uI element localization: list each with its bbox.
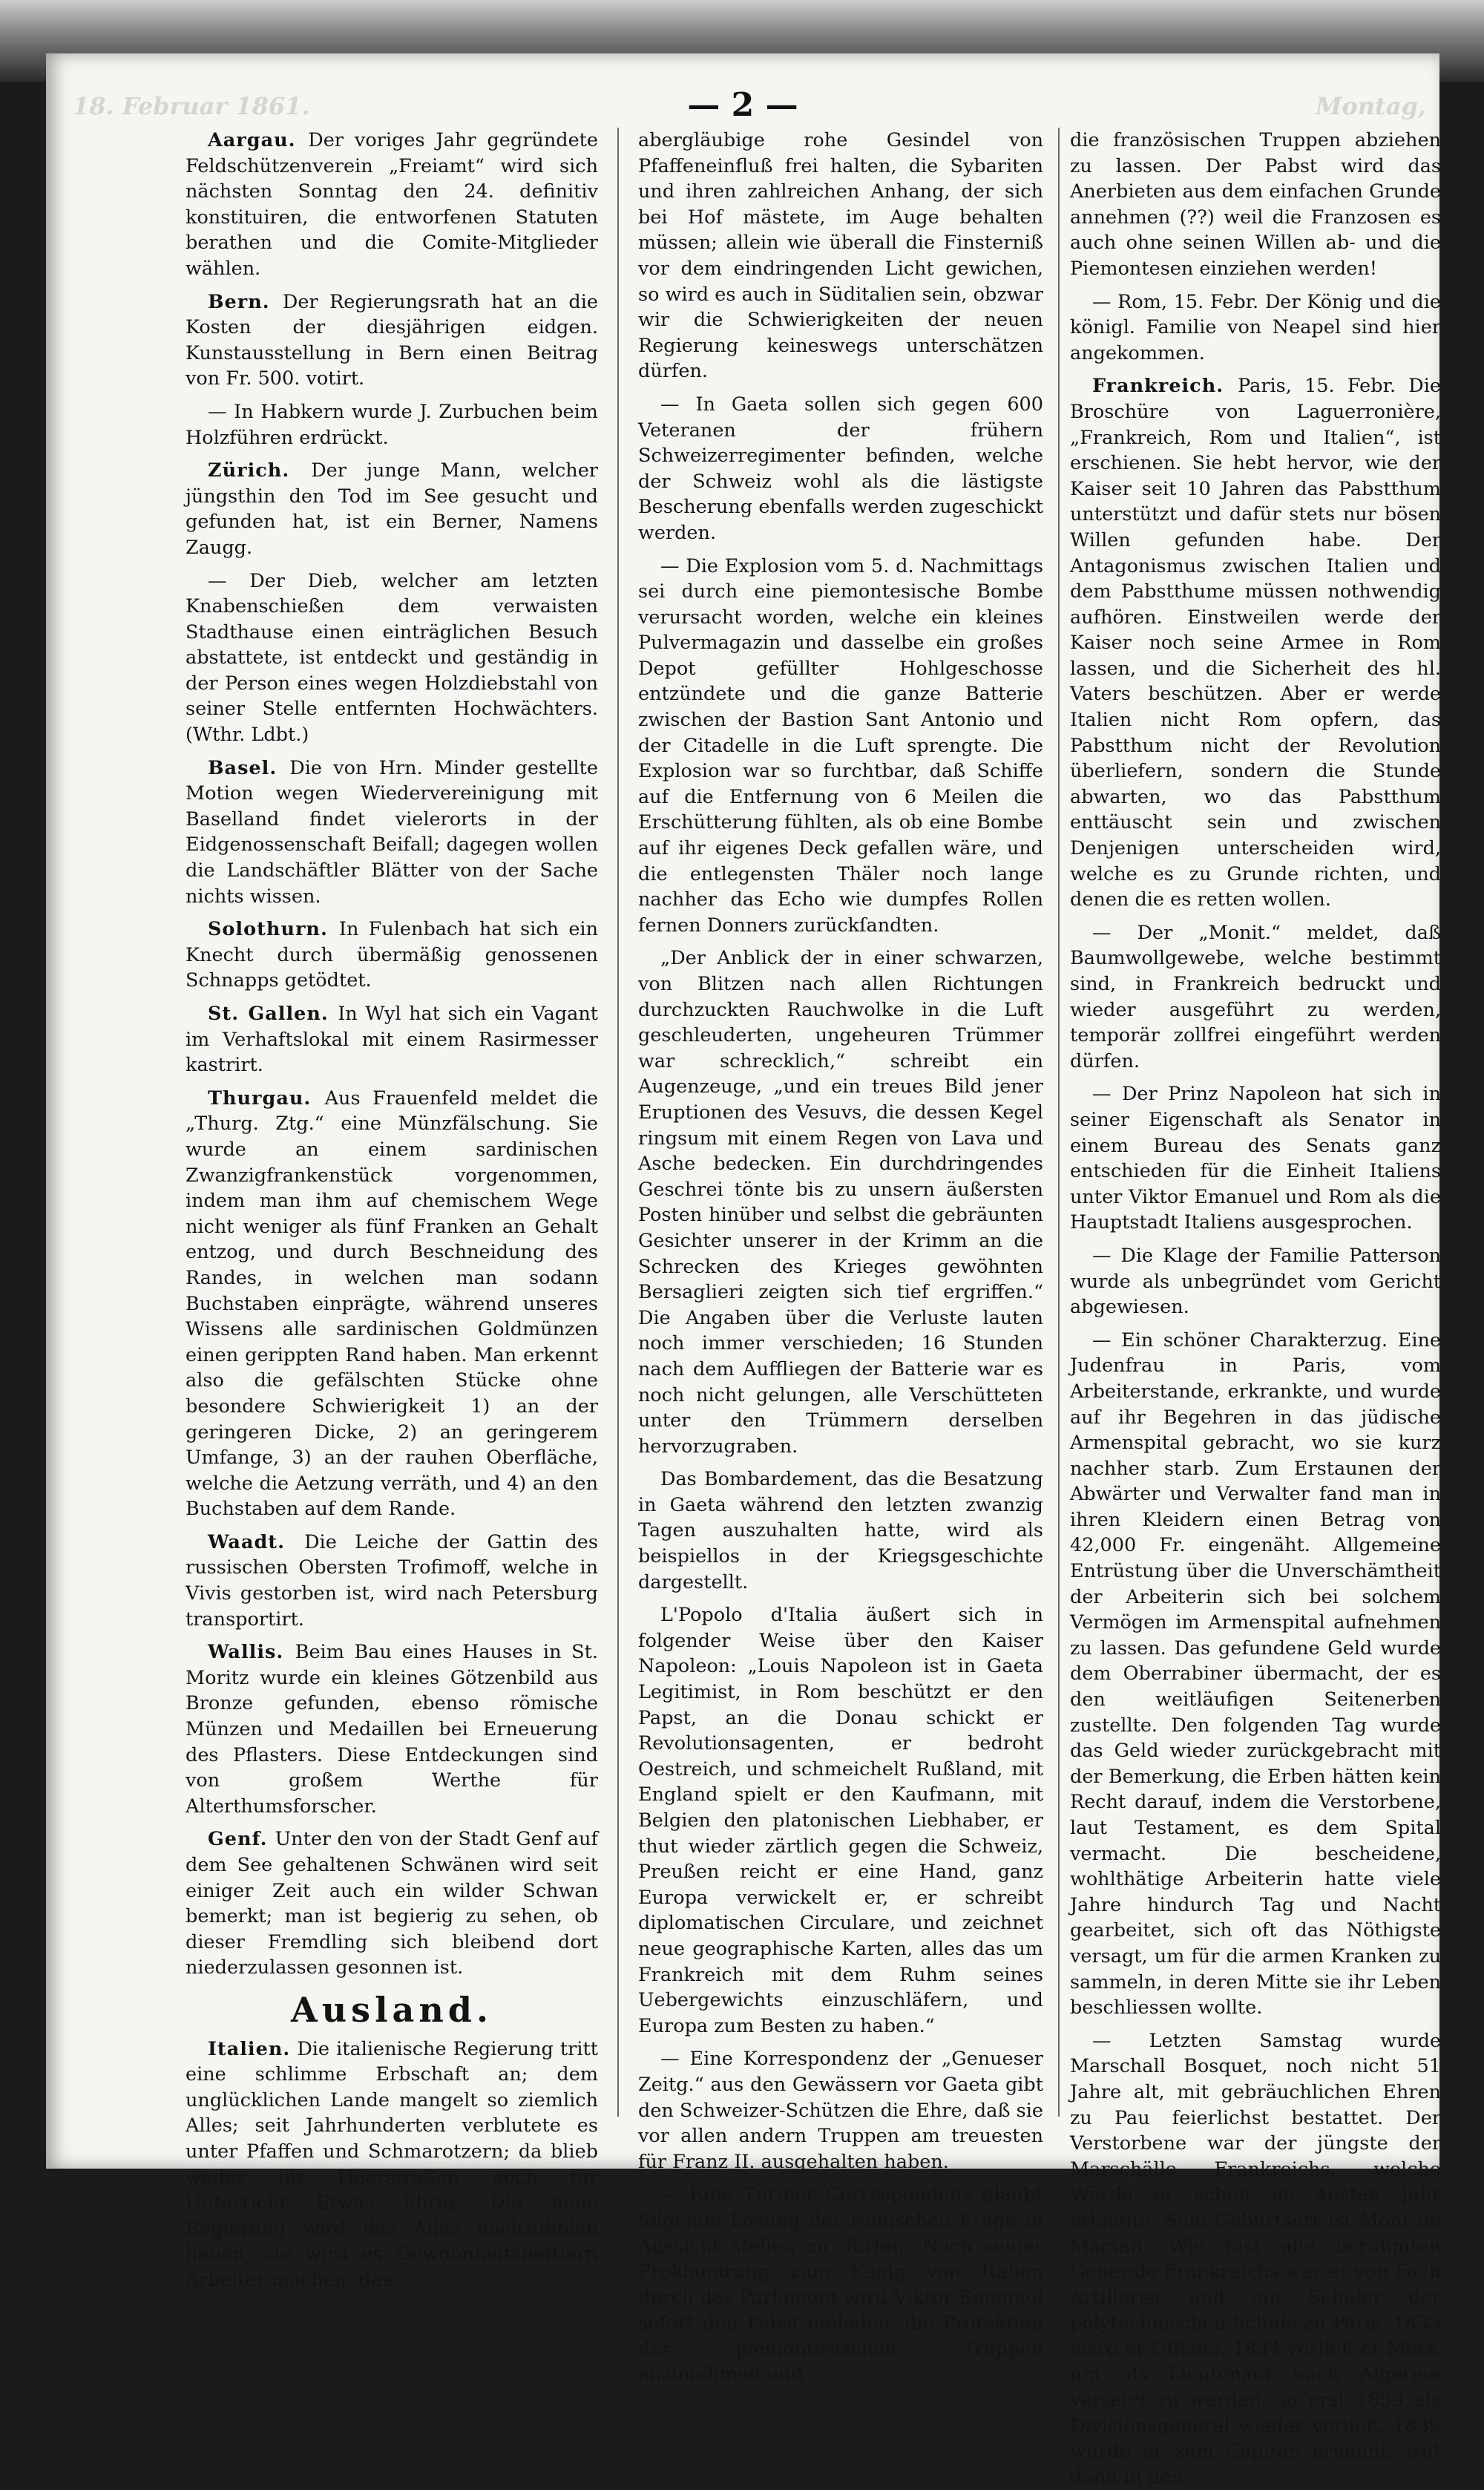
article (1070, 920, 1441, 1075)
article (186, 1086, 598, 1522)
article-text: — Letzten Samstag wurde Marschall Bosquet, noch nicht 51 Jahre alt, mit gebräuchlichen Ehren zu Pau feierlichst bestattet. Der Verstorbene war der jüngste der Marschälle Frankreichs, welche Würde er schon im 46sten Jahr erlangte. Sein Geburtsort ist Mont de Marsan. Wie fast alle berühmten Generale Frankreichs war er von Fach Artillerist und ein Schüler der polytechnischen Schule zu Paris. 1833 ward er Offizier, 1834 verließ er Metz, um als Lieutenant nach Algerien versetzt zu werden, so erst 1853 als Divisionsgeneral wieder verließ. 1839 wurde er zum Capitän ernannt, trat dann in den (1070, 2029, 1441, 2489)
article-keyword: Solothurn. (208, 918, 339, 941)
article (638, 554, 1043, 939)
article (638, 128, 1043, 384)
column-2 (638, 128, 1043, 2386)
article-text: Das Bombardement, das die Besatzung in Gaeta während den letzten zwanzig Tagen auszuhalten hatte, wird als beispiellos in der Kriegsgeschichte dargestellt. (638, 1468, 1043, 1593)
article (1070, 289, 1441, 367)
bleed-through-date: 18. Februar 1861. (73, 92, 310, 120)
article (186, 289, 598, 392)
newspaper-page (46, 53, 1441, 2489)
article (186, 1001, 598, 1078)
article (186, 756, 598, 910)
article-text: abergläubige rohe Gesindel von Pfaffeneinfluß frei halten, die Sybariten und ihren zahlreichen Anhang, der sich bei Hof mästete, im Auge behalten müssen; allein wie überall die Finsterniß vor dem eindringenden Licht gewichen, so wird es auch in Süditalien sein, obzwar wir die Schwierigkeiten der neuen Regierung keineswegs unterschätzen dürfen. (638, 129, 1043, 383)
column-3 (1070, 128, 1441, 2489)
article-text: Aus Frauenfeld meldet die „Thurg. Ztg.“ eine Münzfälschung. Sie wurde an einem sardinischen Zwanzigfrankenstück vorgenommen, indem man ihm auf chemischem Wege nicht weniger als fünf Franken an Gehalt entzog, und durch Beschneidung des Randes, in welchen man sodann Buchstaben einprägte, während unseres Wissens alle sardinischen Goldmünzen einen gerippten Rand haben. Man erkennt also die gefälschten Stücke ohne besondere Schwierigkeit 1) an der geringeren Dicke, 2) an geringerem Umfange, 3) an der rauhen Oberfläche, welche die Aetzung verräth, und 4) an den Buchstaben auf dem Rande. (186, 1087, 598, 1521)
article-text: — Eine Turiner Correspondenz glaubt folgende Lösung der römischen Frage in Aussicht stellen zu dürfen: Nach seiner Proklamirung zum König von Italien durch das Parlament wird Viktor Emanuel sofort den Pabst einladen, die Protektion der piemontesischen Truppen anzunehmen und (638, 2183, 1043, 2386)
article-text: — Ein schöner Charakterzug. Eine Judenfrau in Paris, vom Arbeiterstande, erkrankte, und wurde auf ihr Begehren in das jüdische Armenspital gebracht, wo sie kurz nachher starb. Zum Erstaunen der Abwärter und Verwalter fand man in ihren Kleidern einen Betrag von 42,000 Fr. eingenäht. Allgemeine Entrüstung über die Unverschämtheit der Arbeiterin sich bei solchem Vermögen im Armenspital aufnehmen zu lassen. Das gefundene Geld wurde dem Oberrabiner übermacht, der es den weitläufigen Seitenerben zustellte. Den folgenden Tag wurde das Geld wieder zurückgebracht mit der Bemerkung, die Erben hätten kein Recht darauf, indem die Verstorbene, laut Testament, es dem Spital vermacht. Die bescheidene, wohlthätige Arbeiterin hatte viele Jahre hindurch Tag und Nacht gearbeitet, sich oft das Nöthigste versagt, um für die armen Kranken zu sammeln, in deren Mitte sie ihr Leben beschliessen wollte. (1070, 1328, 1441, 2019)
article (638, 946, 1043, 1459)
article-text: Die Leiche der Gattin des russischen Obersten Trofimoff, welche in Vivis gestorben ist, wird nach Petersburg transportirt. (186, 1530, 598, 1631)
ausland-heading: Ausland. (291, 1989, 493, 2030)
column-rule-2 (1058, 128, 1060, 2117)
article-text: — Rom, 15. Febr. Der König und die königl. Familie von Neapel sind hier angekommen. (1070, 290, 1441, 364)
article-text: — In Gaeta sollen sich gegen 600 Veteranen der frühern Schweizerregimenter befinden, welche der Schweiz wohl als die lästigste Bescherung ebenfalls werden zugeschickt werden. (638, 393, 1043, 544)
column-1 (186, 128, 599, 2291)
article (638, 392, 1043, 546)
article-text: In Fulenbach hat sich ein Knecht durch übermäßig genossenen Schnapps getödtet. (186, 918, 598, 992)
article-keyword: Genf. (208, 1828, 275, 1851)
article-text: Unter den von der Stadt Genf auf dem See gehaltenen Schwänen wird seit einiger Zeit auch ein wilder Schwan bemerkt; man ist begierig zu sehen, ob dieser Fremdling sich bleibend dort niederzulassen gesonnen ist. (186, 1828, 598, 1979)
article-text: Der junge Mann, welcher jüngsthin den Tod im See gesucht und gefunden hat, ist ein Berner, Namens Zaugg. (186, 459, 598, 559)
article-text: „Der Anblick der in einer schwarzen, von Blitzen nach allen Richtungen durchzuckten Rauchwolke in die Luft geschleuderten, ungeheuren Trümmer war schrecklich,“ schreibt ein Augenzeuge, „und ein treues Bild jener Eruptionen des Vesuvs, die dessen Kegel ringsum mit einem Regen von Lava und Asche bedecken. Ein durchdringendes Geschrei tönte bis zu unsern äußersten Posten hinüber und selbst die gebräunten Gesichter unserer in der Krimm an die Schrecken des Krieges gewöhnten Bersaglieri zeigten sich tief ergriffen.“ Die Angaben über die Verluste lauten noch immer verschieden; 16 Stunden nach dem Auffliegen der Batterie war es noch nicht gelungen, alle Verschütteten unter den Trümmern derselben hervorzugraben. (638, 947, 1043, 1458)
article-text: Die von Hrn. Minder gestellte Motion wegen Wiedervereinigung mit Baselland findet vielerorts in der Eidgenossenschaft Beifall; dagegen wollen die Landschäftler Blätter von der Sache nichts wissen. (186, 756, 598, 908)
article-keyword: Wallis. (208, 1641, 295, 1664)
article-keyword: Waadt. (208, 1530, 305, 1553)
article (186, 1639, 598, 1819)
article-keyword: Zürich. (208, 459, 312, 482)
article (186, 399, 598, 451)
article (1070, 128, 1441, 282)
article-keyword: Aargau. (208, 129, 309, 151)
article (186, 917, 598, 994)
article-italien (186, 2037, 598, 2293)
article-keyword: St. Gallen. (208, 1003, 338, 1025)
article-keyword: Thurgau. (208, 1087, 325, 1110)
article (1070, 1081, 1441, 1236)
article-text: Die italienische Regierung tritt eine schlimme Erbschaft an; dem unglücklichen Lande mangelt so ziemlich Alles; seit Jahrhunderten verblutete es unter Pfaffen und Schmarotzern; da blieb weder für Heerstraßen noch für Unterricht Etwas übrig. Die neue Regierung wird das Alles nachzuholen haben; sie wird es Gewohnheitsbettlern Arbeiter machen, das (186, 2037, 598, 2291)
article (638, 1602, 1043, 2039)
article-text: In Wyl hat sich ein Vagant im Verhaftslokal mit einem Rasirmesser kastrirt. (186, 1003, 598, 1077)
article-text: Der voriges Jahr gegründete Feldschützenverein „Freiamt“ wird sich nächsten Sonntag den 24. definitiv konstituiren, die entworfenen Statuten berathen und die Comite-Mitglieder wählen. (186, 129, 599, 280)
article-text: — In Habkern wurde J. Zurbuchen beim Holzführen erdrückt. (186, 400, 598, 449)
article (186, 128, 598, 282)
article-text: die französischen Truppen abziehen zu lassen. Der Pabst wird das Anerbieten aus dem einfachen Grunde annehmen (??) weil die Franzosen es auch ohne seinen Willen ab- und die Piemontesen einziehen werden! (1070, 129, 1441, 280)
article-text: — Der Prinz Napoleon hat sich in seiner Eigenschaft als Senator in einem Bureau des Senats ganz entschieden für die Einheit Italiens unter Viktor Emanuel und Rom als die Hauptstadt Italiens ausgesprochen. (1070, 1083, 1441, 1234)
article (638, 2046, 1043, 2175)
article (186, 1530, 598, 1632)
article (1070, 1328, 1441, 2021)
article-keyword: Bern. (208, 290, 283, 313)
article-text: — Der „Monit.“ meldet, daß Baumwollgewebe, welche bestimmt sind, in Frankreich bedruckt und wieder ausgeführt zu werden, temporär zollfrei eingeführt werden dürfen. (1070, 921, 1441, 1072)
article (186, 458, 598, 560)
column-rule-1 (617, 128, 619, 2117)
article-text: — Eine Korrespondenz der „Genueser Zeitg.“ aus den Gewässern vor Gaeta gibt den Schweizer-Schützen die Ehre, daß sie vor allen andern Truppen am treuesten für Franz II. ausgehalten haben. (638, 2048, 1043, 2173)
article (1070, 1243, 1441, 1320)
article-text: L'Popolo d'Italia äußert sich in folgender Weise über den Kaiser Napoleon: „Louis Napoleon ist in Gaeta Legitimist, in Rom beschützt er den Papst, an die Donau schickt er Revolutionsagenten, er bedroht Oestreich, und schmeichelt Rußland, mit England spielt er den Kaufmann, mit Belgien den platonischen Liebhaber, er thut wieder zärtlich gegen die Schweiz, Preußen reicht er eine Hand, ganz Europa verwickelt er, er schreibt diplomatischen Circulare, und zeichnet neue geographische Karten, alles das um Frankreich mit dem Ruhm seines Uebergewichts einzuschläfern, und Europa zum Besten zu haben.“ (638, 1604, 1043, 2037)
column-1-articles (186, 128, 598, 1981)
article-text: Der Regierungsrath hat an die Kosten der diesjährigen eidgen. Kunstausstellung in Bern einen Beitrag von Fr. 500. votirt. (186, 290, 598, 390)
page-number: — 2 — (687, 86, 798, 124)
article (186, 1826, 598, 1981)
article-text: Beim Bau eines Hauses in St. Moritz wurde ein kleines Götzenbild aus Bronze gefunden, ebenso römische Münzen und Medaillen bei Erneuerung des Pflasters. Diese Entdeckungen sind von großem Werthe für Alterthumsforscher. (186, 1641, 599, 1818)
article (1070, 2028, 1441, 2490)
article (186, 569, 598, 748)
bleed-through-day: Montag, (1315, 92, 1426, 120)
article-text: — Die Klage der Familie Patterson wurde als unbegründet vom Gericht abgewiesen. (1070, 1244, 1441, 1319)
article (1070, 373, 1441, 912)
article-text: — Die Explosion vom 5. d. Nachmittags sei durch eine piemontesische Bombe verursacht worden, welche ein kleines Pulvermagazin und dasselbe ein großes Depot gefüllter Hohlgeschosse entzündete und die ganze Batterie zwischen der Bastion Sant Antonio und der Citadelle in die Luft sprengte. Die Explosion war so furchtbar, daß Schiffe auf die Entfernung von 6 Meilen die Erschütterung fühlten, als ob eine Bombe auf ihr eigenes Deck gefallen wäre, und die entlegensten Thäler noch lange nachher das Echo wie dumpfes Rollen fernen Donners zurückſandten. (638, 554, 1043, 937)
article (638, 1467, 1043, 1595)
article-text: — Der Dieb, welcher am letzten Knabenschießen dem verwaisten Stadthause einen einträglichen Besuch abstattete, ist entdeckt und geständig in der Person eines wegen Holzdiebstahl von seiner Stelle entfernten Hochwächters. (Wthr. Ldbt.) (186, 569, 598, 747)
article-keyword: Italien. (208, 2037, 291, 2060)
article-text: Paris, 15. Febr. Die Broschüre von Laguerronière, „Frankreich, Rom und Italien“, ist erschienen. Sie hebt hervor, wie der Kaiser seit 10 Jahren das Pabstthum unterstützt und dafür stets nur bösen Willen gefunden habe. Der Antagonismus zwischen Italien und dem Pabstthume müssen nothwendig aufhören. Einstweilen werde der Kaiser noch seine Armee in Rom lassen, und die Sicherheit des hl. Vaters beschützen. Aber er werde Italien nicht Rom opfern, das Pabstthum nicht der Revolution überliefern, sondern die Stunde abwarten, wo das Pabstthum enttäuscht sein und zwischen Denjenigen unterscheiden wird, welche es zu Grunde richten, und denen die es retten wollen. (1070, 375, 1441, 911)
article-keyword: Basel. (208, 756, 290, 779)
article (638, 2182, 1043, 2388)
article-keyword: Frankreich. (1092, 375, 1238, 398)
